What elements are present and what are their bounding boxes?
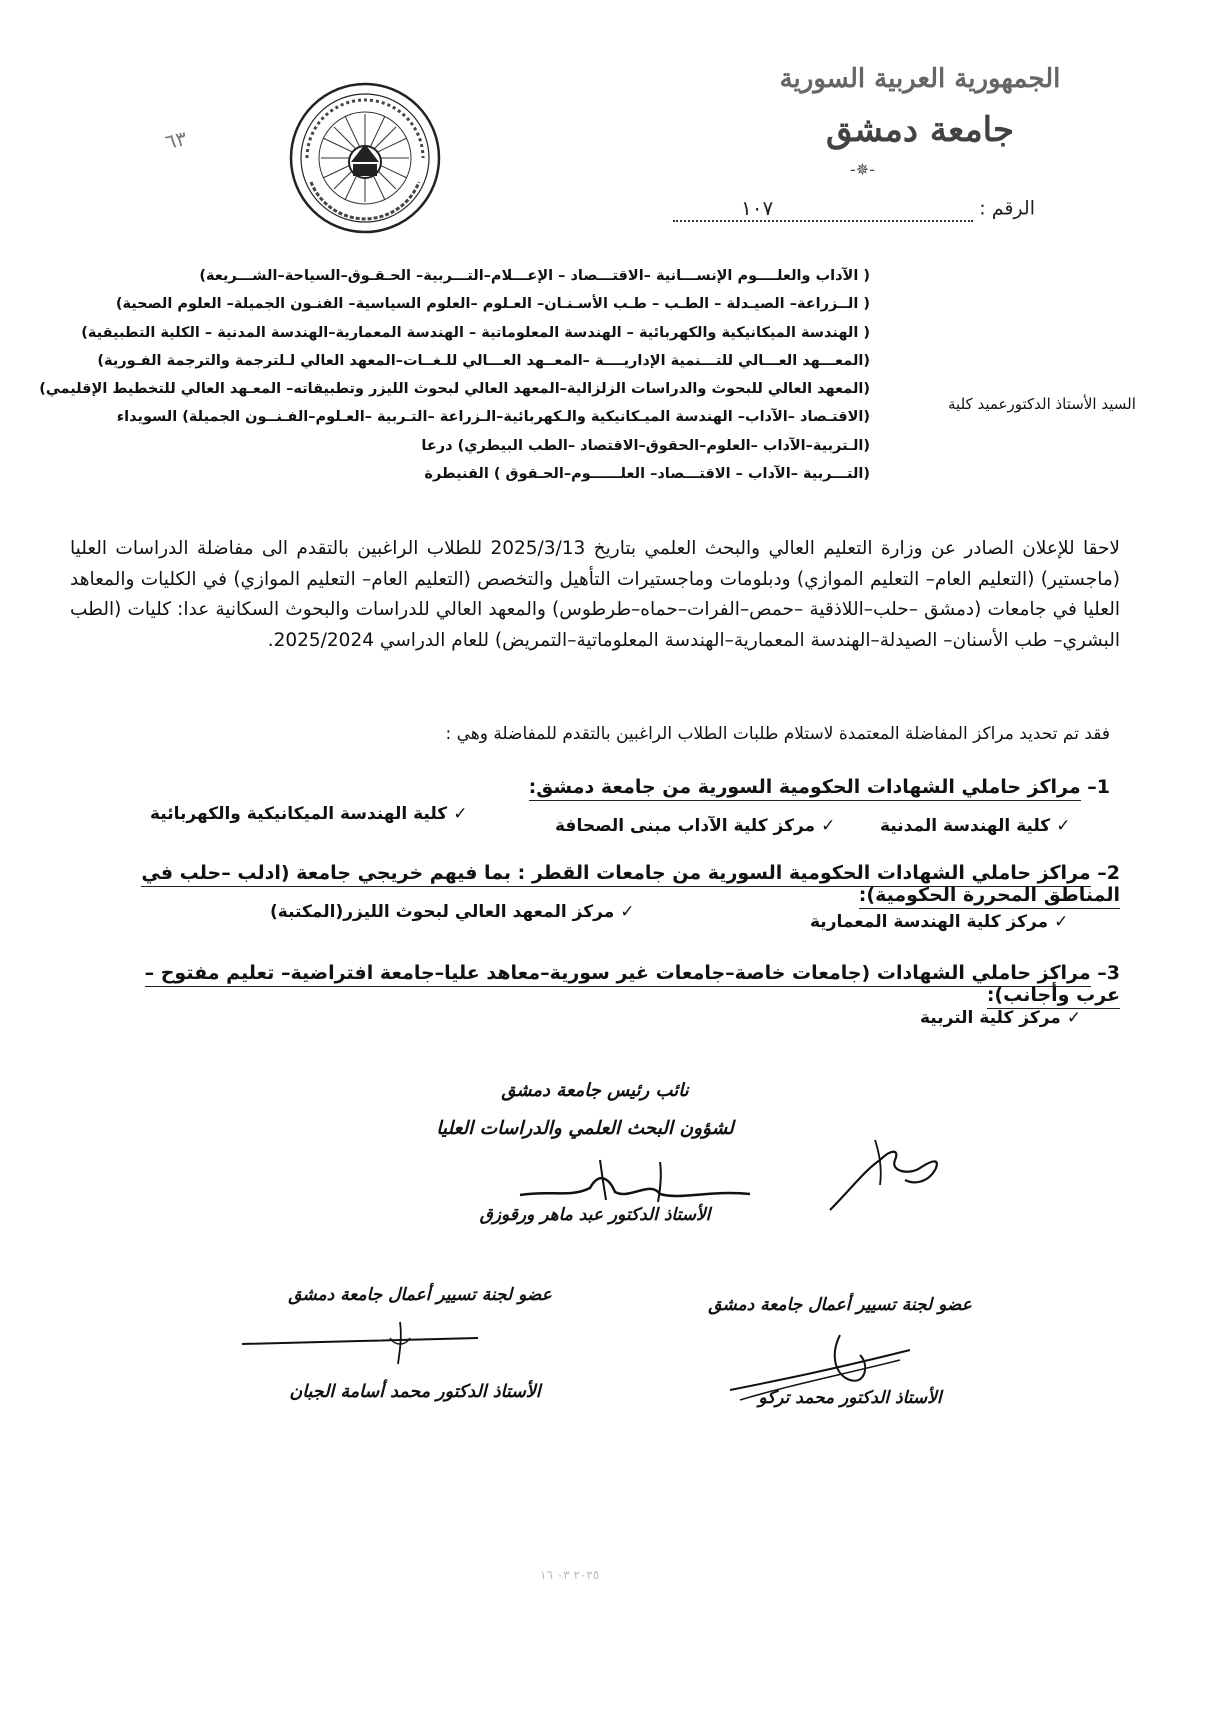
intro-line: فقد تم تحديد مراكز المفاضلة المعتمدة لاستلام طلبات الطلاب الراغبين بالتقدم للمفاضلة وهي : (445, 724, 1110, 744)
center-item (810, 912, 1068, 932)
section-title-text: مراكز حاملي الشهادات الحكومية السورية من جامعة دمشق: (529, 776, 1081, 801)
center-item (150, 804, 467, 824)
check-icon: ✓ (1066, 1008, 1082, 1028)
center-name: مركز المعهد العالي لبحوث الليزر(المكتبة) (270, 902, 615, 922)
reference-label: الرقم : (979, 197, 1035, 220)
member-label-left: عضو لجنة تسيير أعمال جامعة دمشق (288, 1285, 552, 1305)
check-icon: ✓ (453, 804, 468, 824)
section-1 (100, 776, 1110, 798)
university-seal (285, 78, 445, 238)
faculty-line: (المعـــهد العـــالي للتـــنمية الإداريــــة –المعــهد العـــالي للـغــات–المعهد العالي لـلترجمة والترجمة الفـورية) (97, 352, 870, 369)
reference-value: ١٠٧ (741, 196, 774, 220)
section-title-text: مراكز حاملي الشهادات (جامعات خاصة–جامعات غير سورية–معاهد عليا–جامعة افتراضية– تعليم مفتوح – عرب وأجانب): (145, 962, 1120, 1009)
faculty-line: ( الآداب والعلــــوم الإنســـانية –الاقتـــصاد – الإعـــلام–التـــربية– الحـقـوق–السياحة–الشـــريعة) (199, 268, 870, 284)
section-3 (100, 962, 1120, 1006)
faculty-line: (التـــربية –الآداب – الاقتـــصاد– العلــــــوم–الحـقوق ) القنيطرة (424, 466, 870, 483)
member-signature-left (240, 1318, 480, 1368)
member-label-right: عضو لجنة تسيير أعمال جامعة دمشق (708, 1295, 972, 1315)
section-2-title (90, 862, 1120, 906)
center-item (270, 902, 635, 922)
check-icon: ✓ (1054, 912, 1069, 932)
recipient: السيد الأستاذ الدكتورعميد كلية (948, 395, 1136, 413)
vp-title-line2: لشؤون البحث العلمي والدراسات العليا (436, 1118, 734, 1139)
member-name-right: الأستاذ الدكتور محمد تركو (758, 1388, 942, 1408)
faculty-line: (المعهد العالي للبحوث والدراسات الزلزالية–المعهد العالي لبحوث الليزر وتطبيقاته– المعـهد العالي للتخطيط الإقليمي) (39, 381, 870, 398)
section-number: 3– (1097, 962, 1120, 984)
member-name-left: الأستاذ الدكتور محمد أسامة الجبان (289, 1382, 541, 1402)
check-icon: ✓ (620, 902, 635, 922)
vp-signature (510, 1150, 760, 1210)
university-heading: جامعة دمشق (825, 110, 1015, 150)
center-name: مركز كلية الآداب مبنى الصحافة (555, 816, 816, 836)
section-2 (90, 862, 1120, 906)
star-ornament-icon: -✵- (850, 160, 875, 179)
section-title-text: مراكز حاملي الشهادات الحكومية السورية من جامعات القطر : بما فيهم خريجي جامعة (ادلب –حلب في المناطق المحررة الحكومية): (141, 862, 1120, 909)
announcement-paragraph: لاحقا للإعلان الصادر عن وزارة التعليم العالي والبحث العلمي بتاريخ 2025/3/13 للطلاب الراغبين بالتقدم الى مفاضلة الدراسات العليا (ماجستير) (التعليم العام– التعليم الموازي) ودبلومات وماجستيرات التأهيل والتخصص (التعليم العام– التعليم الموازي) في الكليات والمعاهد العليا في جامعات (دمشق –حلب–اللاذقية –حمص–الفرات–حماه–طرطوس) والمعهد العالي للدراسات والبحوث السكانية عدا: كليات (الطب البشري– طب الأسنان– الصيدلة–الهندسة المعمارية–الهندسة المعلوماتية–التمريض) للعام الدراسي 2025/2024. (70, 538, 1120, 651)
republic-heading: الجمهورية العربية السورية (779, 64, 1061, 94)
check-icon: ✓ (1056, 816, 1071, 836)
faculty-line: (الـتربية–الآداب –العلوم–الحقوق–الاقتصاد –الطب البيطري) درعا (421, 437, 870, 454)
faculty-line: ( الــزراعة– الصيـدلة – الطـب – طـب الأسـنـان– العـلوم –العلوم السياسية– الفنـون الجميلة– العلوم الصحية) (115, 296, 870, 313)
initials-signature (820, 1130, 950, 1220)
center-item (555, 816, 835, 836)
section-3-title (100, 962, 1120, 1006)
section-1-title (100, 776, 1110, 798)
corner-mark: ٦٣ (162, 126, 189, 154)
center-name: كلية الهندسة الميكانيكية والكهربائية (150, 804, 448, 824)
center-name: كلية الهندسة المدنية (880, 816, 1051, 836)
section-number: 1– (1087, 776, 1110, 798)
faculty-list (39, 262, 870, 488)
center-name: مركز كلية الهندسة المعمارية (810, 912, 1049, 932)
footer-mark: ٢٠٢٥ ٠٣ ١٦ (540, 1568, 600, 1582)
faculty-line: (الاقتـصاد –الآداب– الهندسة الميـكانيكية والـكهربائية–الـزراعة –التـربية –العـلوم–الفـنــون الجميلة) السويداء (116, 409, 870, 426)
center-item (920, 1008, 1081, 1028)
center-item (880, 816, 1070, 836)
reference-dots (673, 196, 973, 222)
vp-title-line1: نائب رئيس جامعة دمشق (501, 1080, 689, 1101)
check-icon: ✓ (821, 816, 836, 836)
vp-name: الأستاذ الدكتور عبد ماهر ورقوزق (479, 1205, 711, 1225)
reference-number (640, 196, 1035, 222)
section-number: 2– (1097, 862, 1120, 884)
faculty-line: ( الهندسة الميكانيكية والكهربائية – الهندسة المعلوماتية – الهندسة المعمارية–الهندسة المدنية – الكلية التطبيقية) (81, 324, 870, 341)
center-name: مركز كلية التربية (920, 1008, 1061, 1028)
